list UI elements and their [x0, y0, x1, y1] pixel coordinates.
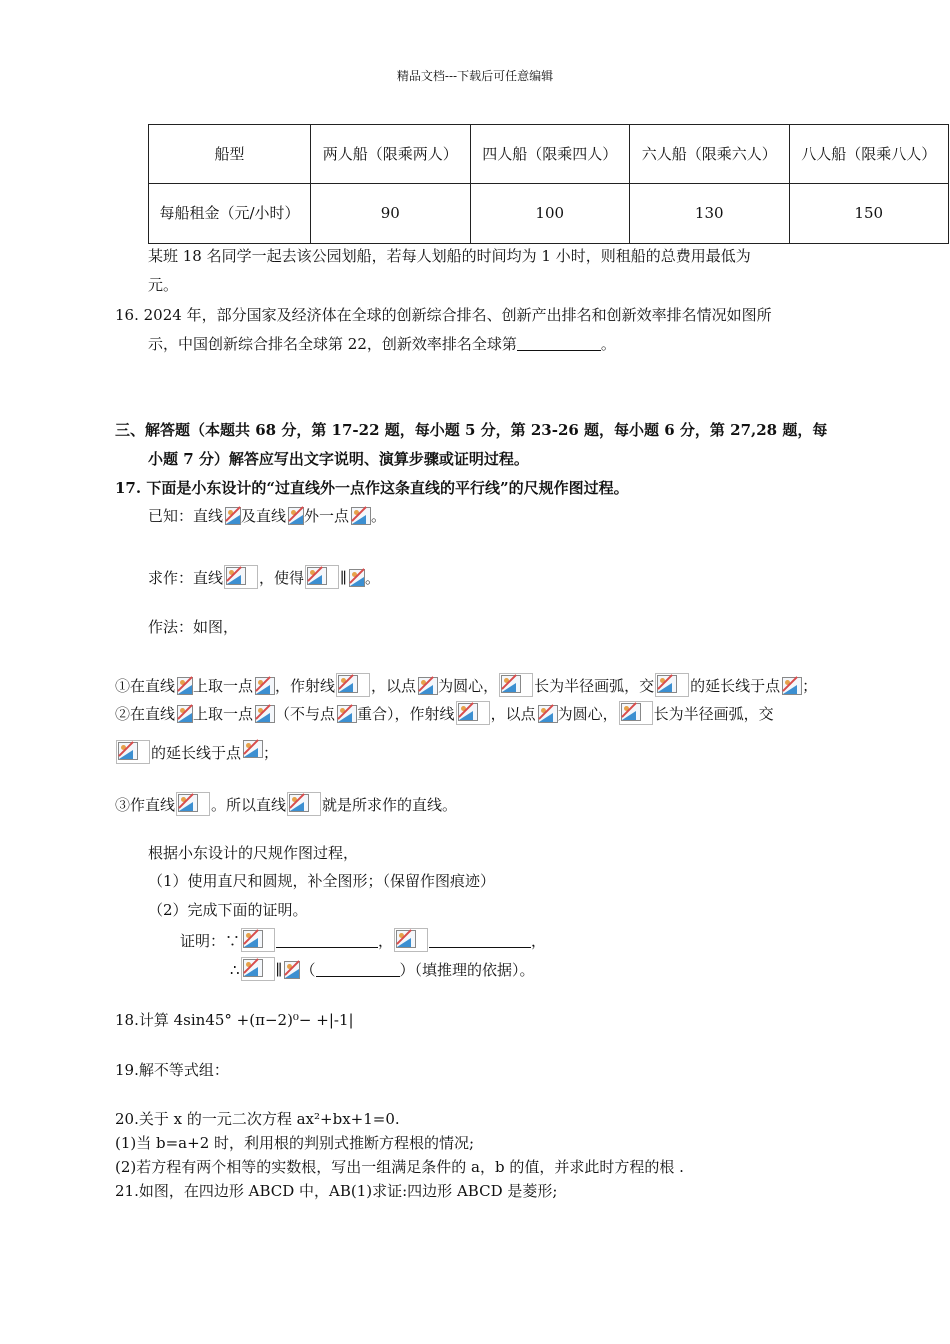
q17-intro: 根据小东设计的尺规作图过程，: [148, 844, 359, 862]
q18: 18.计算 4sin45° +(π−2)⁰− +|-1|: [115, 1011, 354, 1029]
q17-method: 作法：如图，: [148, 618, 239, 636]
broken-image-icon: [619, 701, 653, 725]
broken-image-icon: [254, 676, 274, 694]
broken-image-icon: [241, 928, 275, 952]
broken-image-icon: [176, 676, 192, 694]
broken-image-icon: [336, 673, 370, 697]
q17-known: 已知：直线 及直线 外一点 。: [148, 507, 387, 525]
broken-image-icon: [336, 704, 356, 722]
broken-image-icon: [348, 568, 364, 586]
q15-text: 某班 18 名同学一起去该公园划船，若每人划船的时间均为 1 小时，则租船的总费用最低为: [148, 247, 751, 265]
q17-step2: ②在直线 上取一点 （不与点 重合），作射线 ，以点 为圆心， 长为半径画弧，交: [115, 701, 774, 725]
broken-image-icon: [283, 960, 299, 978]
broken-image-icon: [417, 676, 437, 694]
boat-rental-table: [148, 124, 949, 244]
answer-blank: [316, 962, 400, 977]
broken-image-icon: [537, 704, 557, 722]
broken-image-icon: [781, 676, 801, 694]
answer-blank: [276, 933, 378, 948]
broken-image-icon: [224, 506, 240, 524]
table-header-cell: 船型: [149, 125, 311, 184]
q17-part1: （1）使用直尺和圆规，补全图形；（保留作图痕迹）: [148, 872, 496, 890]
q17-title: 17. 下面是小东设计的“过直线外一点作这条直线的平行线”的尺规作图过程。: [115, 479, 629, 497]
broken-image-icon: [287, 506, 303, 524]
broken-image-icon: [350, 506, 370, 524]
q17-step3: ③作直线 。所以直线 就是所求作的直线。: [115, 792, 457, 816]
q17-step2-cont: 的延长线于点 ；: [115, 739, 278, 764]
table-cell: 90: [311, 184, 471, 244]
broken-image-icon: [241, 957, 275, 981]
table-header-cell: 两人船（限乘两人）: [311, 125, 471, 184]
q16-text: 16. 2024 年，部分国家及经济体在全球的创新综合排名、创新产出排名和创新效率排名情况如图所: [115, 306, 772, 324]
table-header-cell: 六人船（限乘六人）: [630, 125, 790, 184]
table-cell: 150: [789, 184, 949, 244]
table-header-cell: 四人船（限乘四人）: [470, 125, 630, 184]
table-header-cell: 八人船（限乘八人）: [789, 125, 949, 184]
answer-blank: [429, 933, 531, 948]
q16-text-2: 示，中国创新综合排名全球第 22，创新效率排名全球第 。: [148, 335, 616, 353]
broken-image-icon: [176, 792, 210, 816]
broken-image-icon: [242, 739, 262, 761]
broken-image-icon: [287, 792, 321, 816]
q17-step1: ①在直线 上取一点 ，作射线 ，以点 为圆心， 长为半径画弧，交 的延长线于点 ；: [115, 673, 817, 697]
q20-line2: (1)当 b=a+2 时，利用根的判别式推断方程根的情况;: [115, 1134, 475, 1152]
page-header: 精品文档---下载后可任意编辑: [396, 69, 554, 83]
broken-image-icon: [394, 928, 428, 952]
broken-image-icon: [116, 740, 150, 764]
q17-proof-line2: ∴ ∥ （ ）（填推理的依据）。: [230, 957, 535, 981]
q17-part2: （2）完成下面的证明。: [148, 901, 308, 919]
q20-line1: 20.关于 x 的一元二次方程 ax²+bx+1=0.: [115, 1110, 400, 1128]
broken-image-icon: [254, 704, 274, 722]
broken-image-icon: [176, 704, 192, 722]
broken-image-icon: [224, 565, 258, 589]
table-cell: 100: [470, 184, 630, 244]
broken-image-icon: [456, 701, 490, 725]
table-row-label: 每船租金（元/小时）: [149, 184, 311, 244]
broken-image-icon: [499, 673, 533, 697]
q17-find: 求作：直线 ，使得 ∥ 。: [148, 565, 380, 589]
broken-image-icon: [655, 673, 689, 697]
q20-line3: (2)若方程有两个相等的实数根，写出一组满足条件的 a，b 的值，并求此时方程的根 .: [115, 1158, 684, 1176]
q15-text-end: 元。: [148, 276, 179, 294]
section-heading-2: 小题 7 分）解答应写出文字说明、演算步骤或证明过程。: [148, 450, 529, 468]
q19: 19.解不等式组：: [115, 1061, 229, 1079]
section-heading: 三、解答题（本题共 68 分，第 17-22 题，每小题 5 分，第 23-26 题，每小题 6 分，第 27,28 题，每: [115, 421, 828, 439]
table-cell: 130: [630, 184, 790, 244]
q17-proof-line1: 证明：∵ ， ，: [180, 928, 546, 952]
answer-blank: [517, 336, 601, 351]
q21: 21.如图，在四边形 ABCD 中，AB(1)求证:四边形 ABCD 是菱形;: [115, 1182, 558, 1200]
broken-image-icon: [305, 565, 339, 589]
